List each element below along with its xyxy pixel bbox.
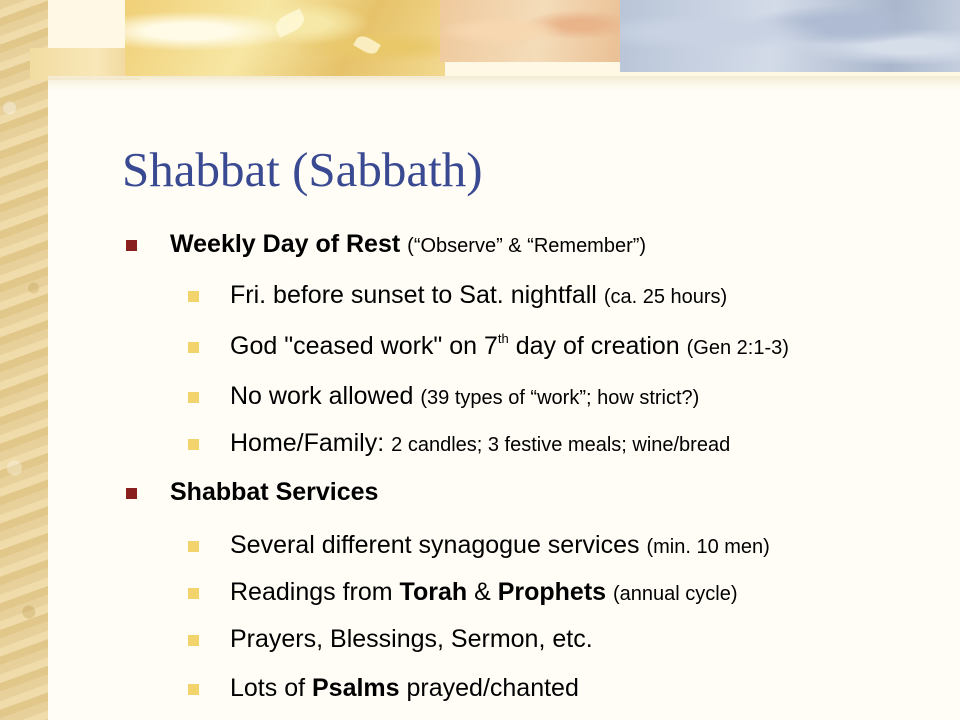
item-text: Prayers, Blessings, Sermon, etc. xyxy=(230,625,593,653)
bold-term: Torah xyxy=(399,578,468,606)
item-note: (annual cycle) xyxy=(613,583,738,605)
square-bullet-icon xyxy=(188,392,199,403)
item-note: (Gen 2:1-3) xyxy=(686,337,789,359)
heading-text: Weekly Day of Rest xyxy=(170,230,401,258)
section-heading-rest xyxy=(170,229,646,261)
item-note: (39 types of “work”; how strict?) xyxy=(420,387,700,409)
square-bullet-icon xyxy=(188,541,199,552)
heading-note: (“Observe” & “Remember”) xyxy=(407,235,647,257)
list-item xyxy=(230,530,770,562)
list-item xyxy=(230,577,738,609)
square-bullet-icon xyxy=(188,684,199,695)
superscript: th xyxy=(497,330,509,346)
slide-title: Shabbat (Sabbath) xyxy=(122,142,483,197)
bold-term: Psalms xyxy=(312,674,400,702)
list-item xyxy=(230,331,789,363)
square-bullet-icon xyxy=(126,240,137,251)
item-text: Several different synagogue services xyxy=(230,531,640,559)
list-item xyxy=(230,428,730,460)
item-text: Readings from xyxy=(230,578,400,606)
item-text-cont: & xyxy=(467,578,498,606)
square-bullet-icon xyxy=(188,635,199,646)
heading-text: Shabbat Services xyxy=(170,478,379,506)
list-item xyxy=(230,673,579,703)
item-text-cont: prayed/chanted xyxy=(399,674,579,702)
square-bullet-icon xyxy=(188,588,199,599)
list-item xyxy=(230,624,593,654)
square-bullet-icon xyxy=(126,488,137,499)
item-text: Lots of xyxy=(230,674,312,702)
square-bullet-icon xyxy=(188,439,199,450)
section-heading-services xyxy=(170,477,378,507)
square-bullet-icon xyxy=(188,291,199,302)
item-note: (min. 10 men) xyxy=(646,536,770,558)
item-text: Fri. before sunset to Sat. nightfall xyxy=(230,281,597,309)
bold-term: Prophets xyxy=(497,578,607,606)
item-text-cont: day of creation xyxy=(508,332,680,360)
item-note: 2 candles; 3 festive meals; wine/bread xyxy=(391,434,731,456)
item-text: God "ceased work" on 7 xyxy=(230,332,498,360)
list-item xyxy=(230,280,727,312)
square-bullet-icon xyxy=(188,342,199,353)
list-item xyxy=(230,381,699,413)
item-text: Home/Family: xyxy=(230,429,385,457)
item-text: No work allowed xyxy=(230,382,414,410)
item-note: (ca. 25 hours) xyxy=(603,286,728,308)
